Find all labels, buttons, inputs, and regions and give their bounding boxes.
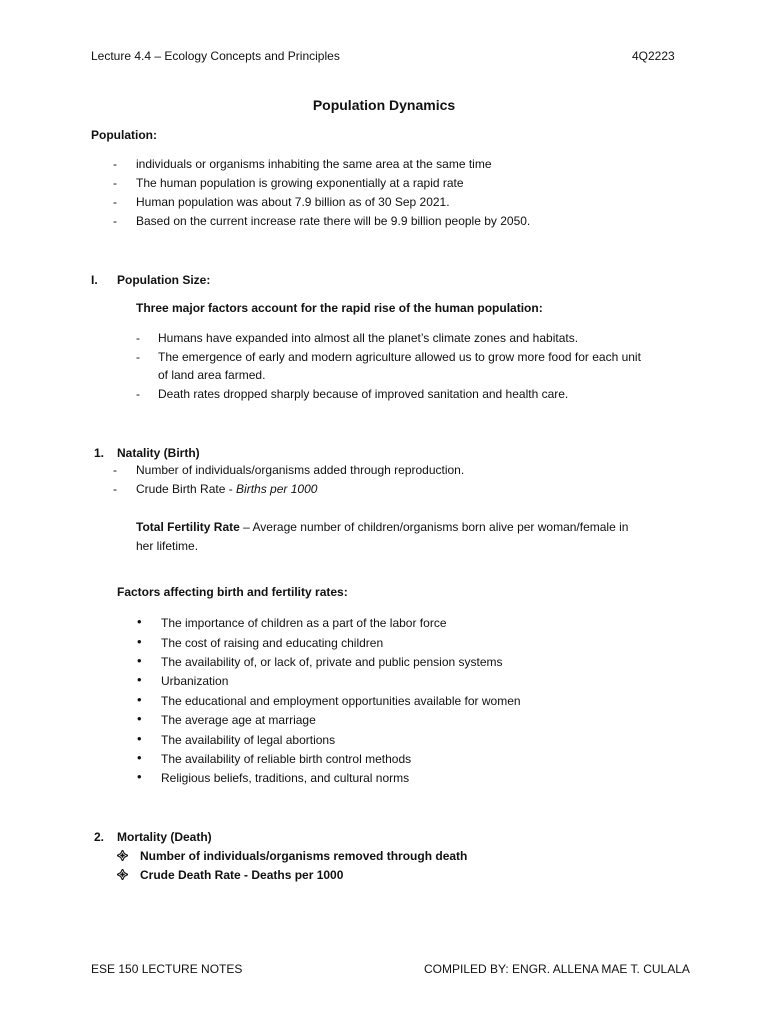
natality-heading: Natality (Birth) [117,446,200,460]
natality-number: 1. [94,446,105,460]
list-item-text: individuals or organisms inhabiting the same area at the same time [136,157,492,171]
list-item-text: The average age at marriage [161,713,316,727]
list-item-text: The availability of legal abortions [161,733,336,747]
dash-marker: - [113,157,117,171]
bullet-marker: • [137,672,142,687]
list-item-text: Number of individuals/organisms added through reproduction. [136,463,465,477]
bullet-marker: • [137,731,142,746]
crude-birth-value: Births per 1000 [236,482,318,496]
section-heading: Population Size: [117,273,211,287]
tfr-label: Total Fertility Rate [136,520,240,534]
factors-heading: Factors affecting birth and fertility rates: [117,585,348,599]
tfr-definition [136,520,628,534]
footer-right: COMPILED BY: ENGR. ALLENA MAE T. CULALA [424,962,690,976]
dash-marker: - [136,331,140,345]
dash-marker: - [113,482,117,496]
section-numeral: I. [91,273,98,287]
dash-marker: - [113,463,117,477]
bullet-marker: • [137,692,142,707]
diamond-bullet-icon [117,869,128,880]
dash-marker: - [136,350,140,364]
list-item-text: Human population was about 7.9 billion as of 30 Sep 2021. [136,195,450,209]
list-item-text: The availability of, or lack of, private and public pension systems [161,655,503,669]
list-item-text: The cost of raising and educating children [161,636,384,650]
header-right: 4Q2223 [632,49,675,63]
tfr-text: – Average number of children/organisms born alive per woman/female in [239,520,629,534]
bullet-marker: • [137,750,142,765]
population-heading: Population: [91,128,157,142]
bullet-marker: • [137,653,142,668]
list-item-text: Urbanization [161,674,229,688]
list-item-text: Based on the current increase rate there will be 9.9 billion people by 2050. [136,214,531,228]
dash-marker: - [113,176,117,190]
list-item-text [136,482,317,496]
list-item-text: Humans have expanded into almost all the planet’s climate zones and habitats. [158,331,579,345]
crude-birth-label: Crude Birth Rate - [136,482,237,496]
list-item-text: Crude Death Rate - Deaths per 1000 [140,868,344,882]
list-item-text: The availability of reliable birth control methods [161,752,412,766]
footer-left: ESE 150 LECTURE NOTES [91,962,243,976]
list-item-text: Religious beliefs, traditions, and cultural norms [161,771,410,785]
mortality-number: 2. [94,830,105,844]
list-item-text: The human population is growing exponentially at a rapid rate [136,176,464,190]
dash-marker: - [113,195,117,209]
section-intro: Three major factors account for the rapid rise of the human population: [136,301,543,315]
list-item-continuation: of land area farmed. [158,368,266,382]
list-item-text: Death rates dropped sharply because of improved sanitation and health care. [158,387,569,401]
bullet-marker: • [137,614,142,629]
bullet-marker: • [137,769,142,784]
bullet-marker: • [137,634,142,649]
list-item-text: The educational and employment opportunities available for women [161,694,521,708]
tfr-definition-cont: her lifetime. [136,539,199,553]
dash-marker: - [136,387,140,401]
bullet-marker: • [137,711,142,726]
header-left: Lecture 4.4 – Ecology Concepts and Principles [91,49,340,63]
list-item-text: The emergence of early and modern agriculture allowed us to grow more food for each unit [158,350,641,364]
list-item-text: The importance of children as a part of the labor force [161,616,447,630]
dash-marker: - [113,214,117,228]
list-item-text: Number of individuals/organisms removed through death [140,849,468,863]
page-title: Population Dynamics [312,97,456,113]
mortality-heading: Mortality (Death) [117,830,212,844]
diamond-bullet-icon [117,850,128,861]
